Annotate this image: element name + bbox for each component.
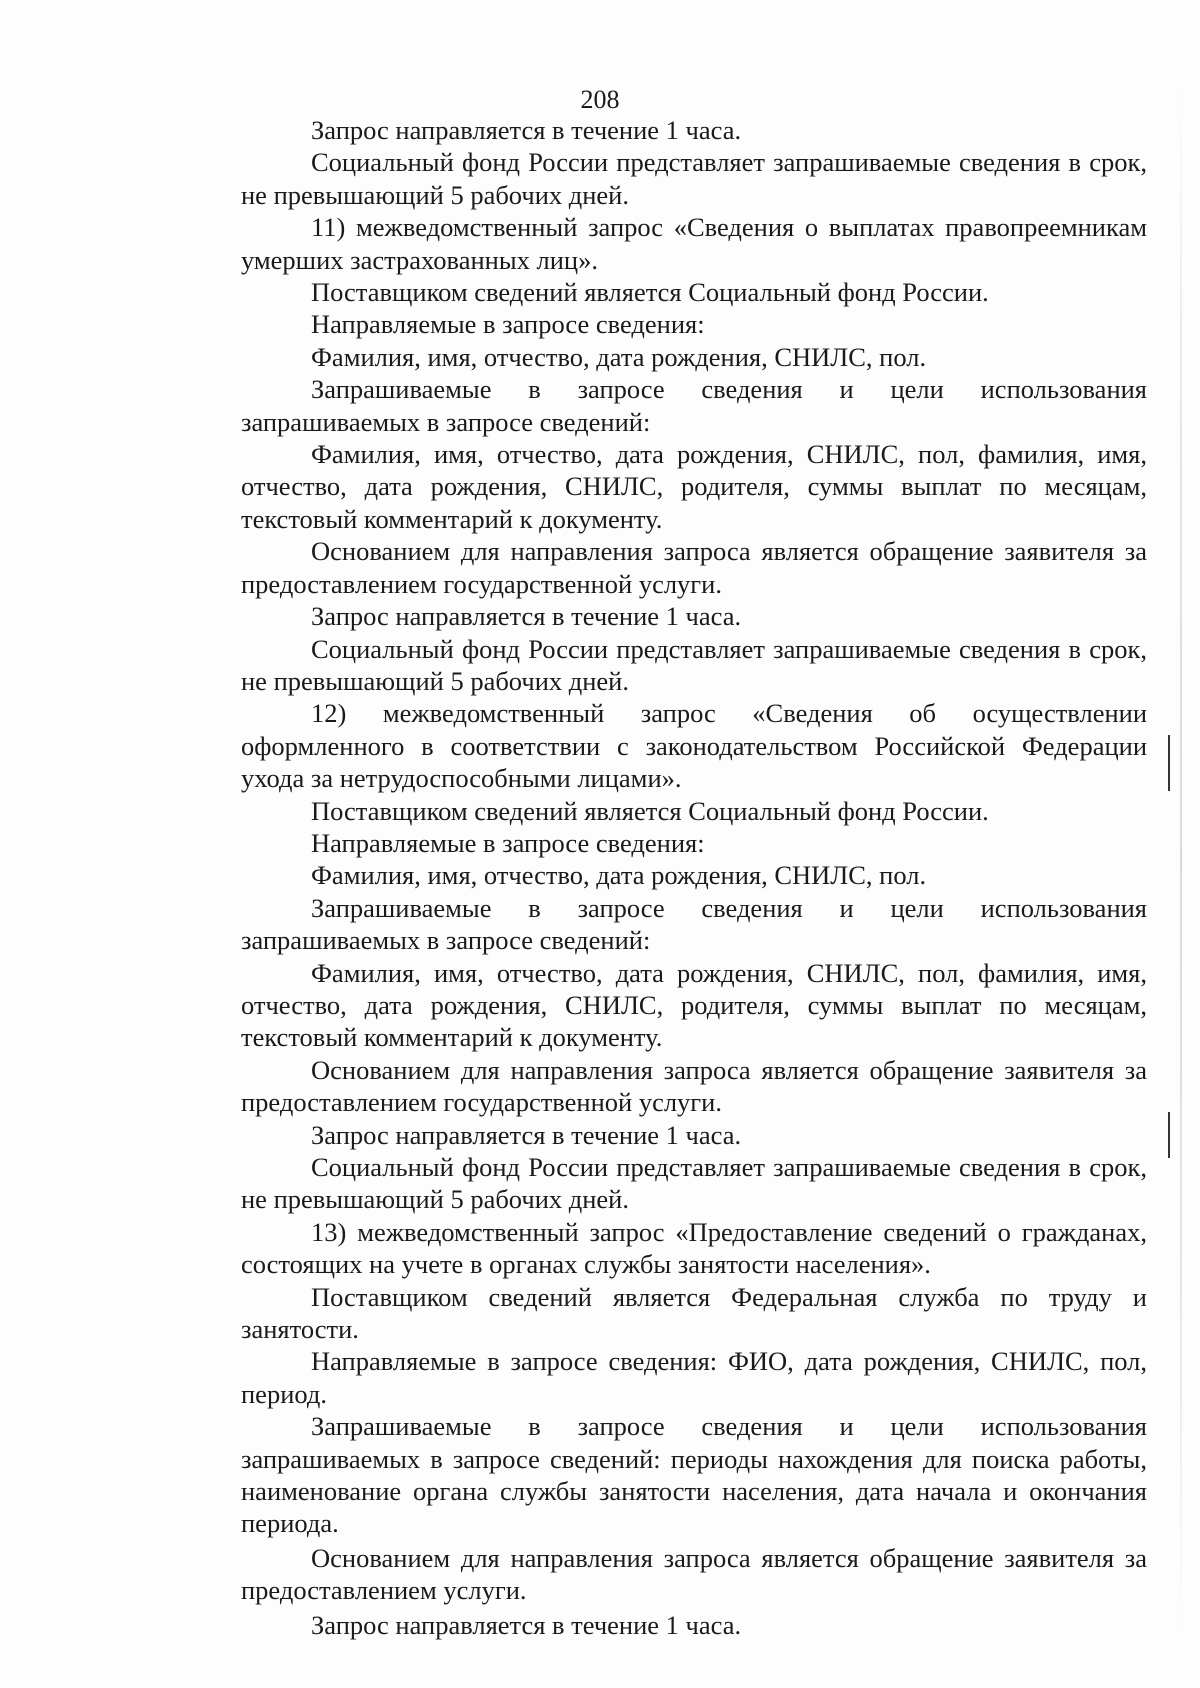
paragraph: Поставщиком сведений является Социальный фонд России. xyxy=(311,795,989,826)
scan-edge xyxy=(1180,60,1182,1660)
paragraph: Фамилия, имя, отчество, дата рождения, СНИЛС, пол, фамилия, имя, отчество, дата рождения, СНИЛС, родителя, суммы выплат по месяцам, текстовый комментарий к документу. xyxy=(241,439,1147,534)
paragraph: Основанием для направления запроса является обращение заявителя за предоставлением государственной услуги. xyxy=(241,536,1147,599)
paragraph: Направляемые в запросе сведения: xyxy=(311,309,705,340)
paragraph: Фамилия, имя, отчество, дата рождения, СНИЛС, пол. xyxy=(311,341,927,372)
paragraph: Основанием для направления запроса является обращение заявителя за предоставлением услуги. xyxy=(241,1542,1147,1606)
paragraph: Социальный фонд России представляет запрашиваемые сведения в срок, не превышающий 5 рабочих дней. xyxy=(241,1152,1147,1215)
paragraph: Поставщиком сведений является Социальный фонд России. xyxy=(311,277,989,308)
paragraph: Запрашиваемые в запросе сведения и цели использования запрашиваемых в запросе сведений: xyxy=(241,374,1147,437)
scan-artifact xyxy=(1168,1112,1170,1158)
paragraph: Направляемые в запросе сведения: xyxy=(311,827,705,858)
document-body xyxy=(241,114,1147,1641)
paragraph: Фамилия, имя, отчество, дата рождения, СНИЛС, пол, фамилия, имя, отчество, дата рождения, СНИЛС, родителя, суммы выплат по месяцам, текстовый комментарий к документу. xyxy=(241,957,1147,1053)
paragraph: Направляемые в запросе сведения: ФИО, дата рождения, СНИЛС, пол, период. xyxy=(241,1346,1147,1409)
paragraph: 13) межведомственный запрос «Предоставление сведений о гражданах, состоящих на учете в органах службы занятости населения». xyxy=(241,1216,1147,1280)
paragraph: Запрос направляется в течение 1 часа. xyxy=(311,1119,742,1150)
paragraph: Запрос направляется в течение 1 часа. xyxy=(311,115,742,145)
paragraph: Социальный фонд России представляет запрашиваемые сведения в срок, не превышающий 5 рабочих дней. xyxy=(241,147,1147,210)
paragraph: Социальный фонд России представляет запрашиваемые сведения в срок, не превышающий 5 рабочих дней. xyxy=(241,633,1147,696)
paragraph: Фамилия, имя, отчество, дата рождения, СНИЛС, пол. xyxy=(311,860,927,891)
paragraph: Запрос направляется в течение 1 часа. xyxy=(311,1609,742,1640)
paragraph: 11) межведомственный запрос «Сведения о выплатах правопреемникам умерших застрахованных лиц». xyxy=(241,212,1147,275)
paragraph: Запрос направляется в течение 1 часа. xyxy=(311,601,742,632)
paragraph: Поставщиком сведений является Федеральная служба по труду и занятости. xyxy=(241,1281,1147,1345)
paragraph: Запрашиваемые в запросе сведения и цели использования запрашиваемых в запросе сведений: периоды нахождения для поиска работы, наименование органа службы занятости населения, дата начала и окончания периода. xyxy=(241,1411,1147,1539)
paragraph: Запрашиваемые в запросе сведения и цели использования запрашиваемых в запросе сведений: xyxy=(241,892,1147,956)
paragraph: 12) межведомственный запрос «Сведения об осуществлении оформленного в соответствии с законодательством Российской Федерации ухода за нетрудоспособными лицами». xyxy=(241,698,1147,794)
page-number: 208 xyxy=(580,85,620,114)
paragraph: Основанием для направления запроса является обращение заявителя за предоставлением государственной услуги. xyxy=(241,1054,1147,1118)
scan-artifact xyxy=(1168,735,1170,791)
